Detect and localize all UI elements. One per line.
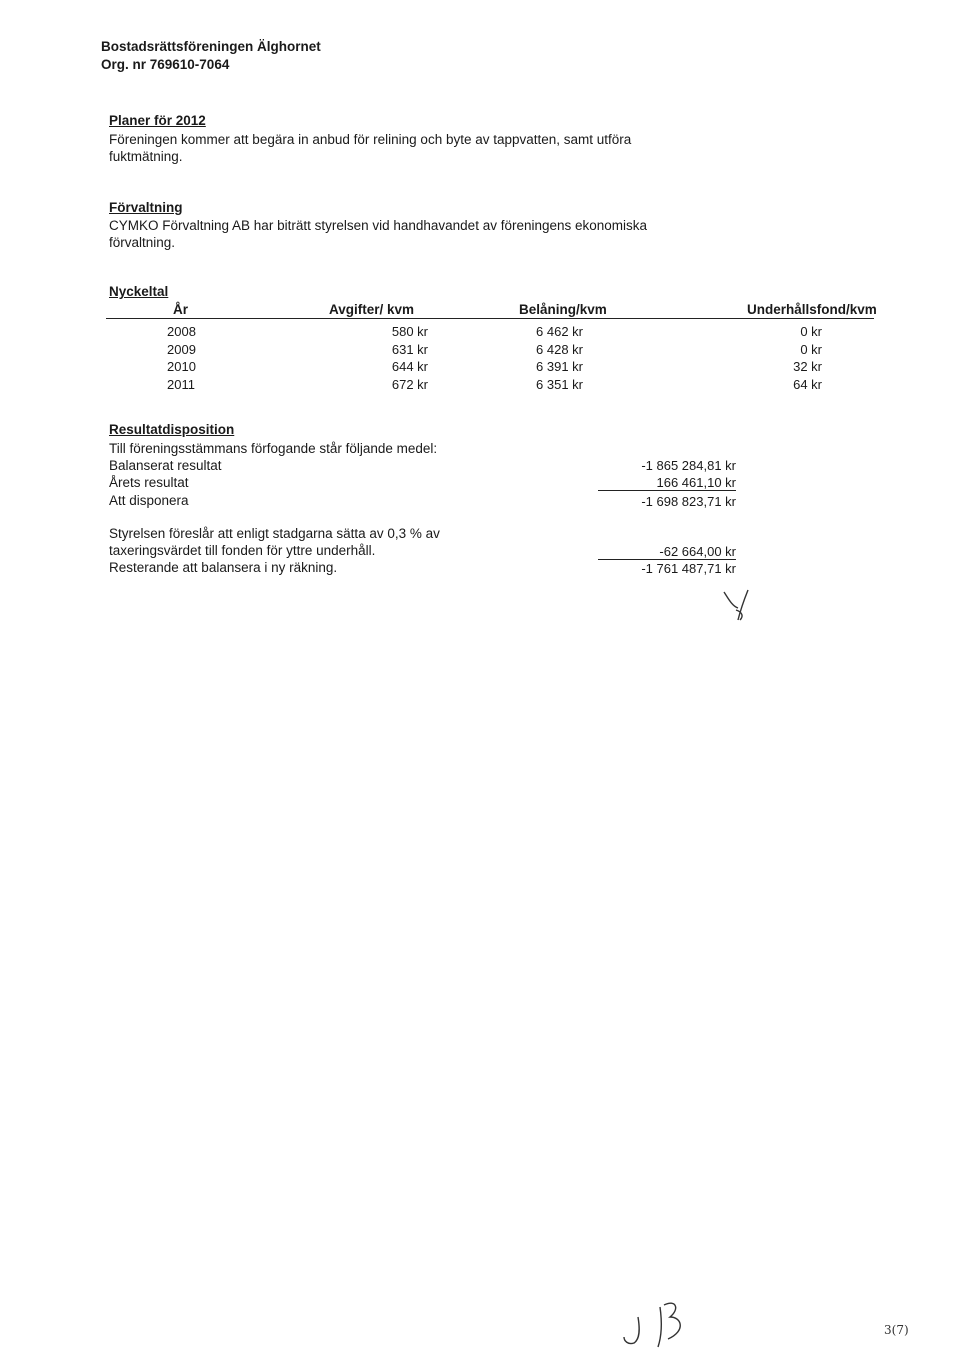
plans-line-2: fuktmätning.: [109, 149, 183, 164]
remaining-value: -1 761 487,71 kr: [641, 561, 736, 576]
year-result-value: 166 461,10 kr: [656, 475, 736, 490]
page-number: 3(7): [884, 1323, 909, 1337]
column-header-loan: Belåning/kvm: [519, 302, 607, 317]
proposal-line-2: taxeringsvärdet till fonden för yttre underhåll.: [109, 543, 376, 558]
dispose-value: -1 698 823,71 kr: [641, 494, 736, 509]
year-result-label: Årets resultat: [109, 475, 189, 490]
cell-fees: 672 kr: [391, 377, 428, 392]
balanced-result-label: Balanserat resultat: [109, 458, 222, 473]
cell-fees: 580 kr: [391, 324, 428, 339]
cell-maintenance-fund: 0 kr: [800, 342, 822, 357]
balanced-result-value: -1 865 284,81 kr: [641, 458, 736, 473]
cell-maintenance-fund: 64 kr: [793, 377, 822, 392]
column-header-maintenance-fund: Underhållsfond/kvm: [747, 302, 877, 317]
remaining-label: Resterande att balansera i ny räkning.: [109, 560, 338, 575]
plans-line-1: Föreningen kommer att begära in anbud för relining och byte av tappvatten, samt utföra: [109, 132, 632, 147]
proposal-value: -62 664,00 kr: [659, 544, 736, 559]
cell-fees: 644 kr: [391, 359, 428, 374]
key-figures-heading: Nyckeltal: [109, 284, 169, 299]
management-line-2: förvaltning.: [109, 235, 176, 250]
management-line-1: CYMKO Förvaltning AB har biträtt styrelsen vid handhavandet av föreningens ekonomiska: [109, 218, 648, 233]
cell-loan: 6 428 kr: [536, 342, 583, 357]
handwritten-signature: [616, 1295, 726, 1355]
cell-maintenance-fund: 32 kr: [793, 359, 822, 374]
cell-year: 2010: [167, 359, 196, 374]
org-name: Bostadsrättsföreningen Älghornet: [101, 39, 321, 54]
cell-year: 2011: [167, 377, 195, 392]
column-header-year: År: [173, 302, 189, 317]
handwritten-initial: [718, 586, 758, 624]
proposal-line-1: Styrelsen föreslår att enligt stadgarna sätta av 0,3 % av: [109, 526, 440, 541]
org-number: Org. nr 769610-7064: [101, 57, 230, 72]
cell-loan: 6 351 kr: [536, 377, 583, 392]
table-header-rule: [106, 318, 874, 319]
result-heading: Resultatdisposition: [109, 422, 235, 437]
result-intro: Till föreningsstämmans förfogande står följande medel:: [109, 441, 438, 456]
cell-loan: 6 462 kr: [536, 324, 583, 339]
cell-year: 2009: [167, 342, 196, 357]
cell-maintenance-fund: 0 kr: [800, 324, 822, 339]
cell-fees: 631 kr: [391, 342, 428, 357]
dispose-label: Att disponera: [109, 493, 189, 508]
cell-year: 2008: [167, 324, 196, 339]
plans-heading: Planer för 2012: [109, 113, 206, 128]
column-header-fees: Avgifter/ kvm: [329, 302, 415, 317]
cell-loan: 6 391 kr: [536, 359, 583, 374]
management-heading: Förvaltning: [109, 200, 183, 215]
